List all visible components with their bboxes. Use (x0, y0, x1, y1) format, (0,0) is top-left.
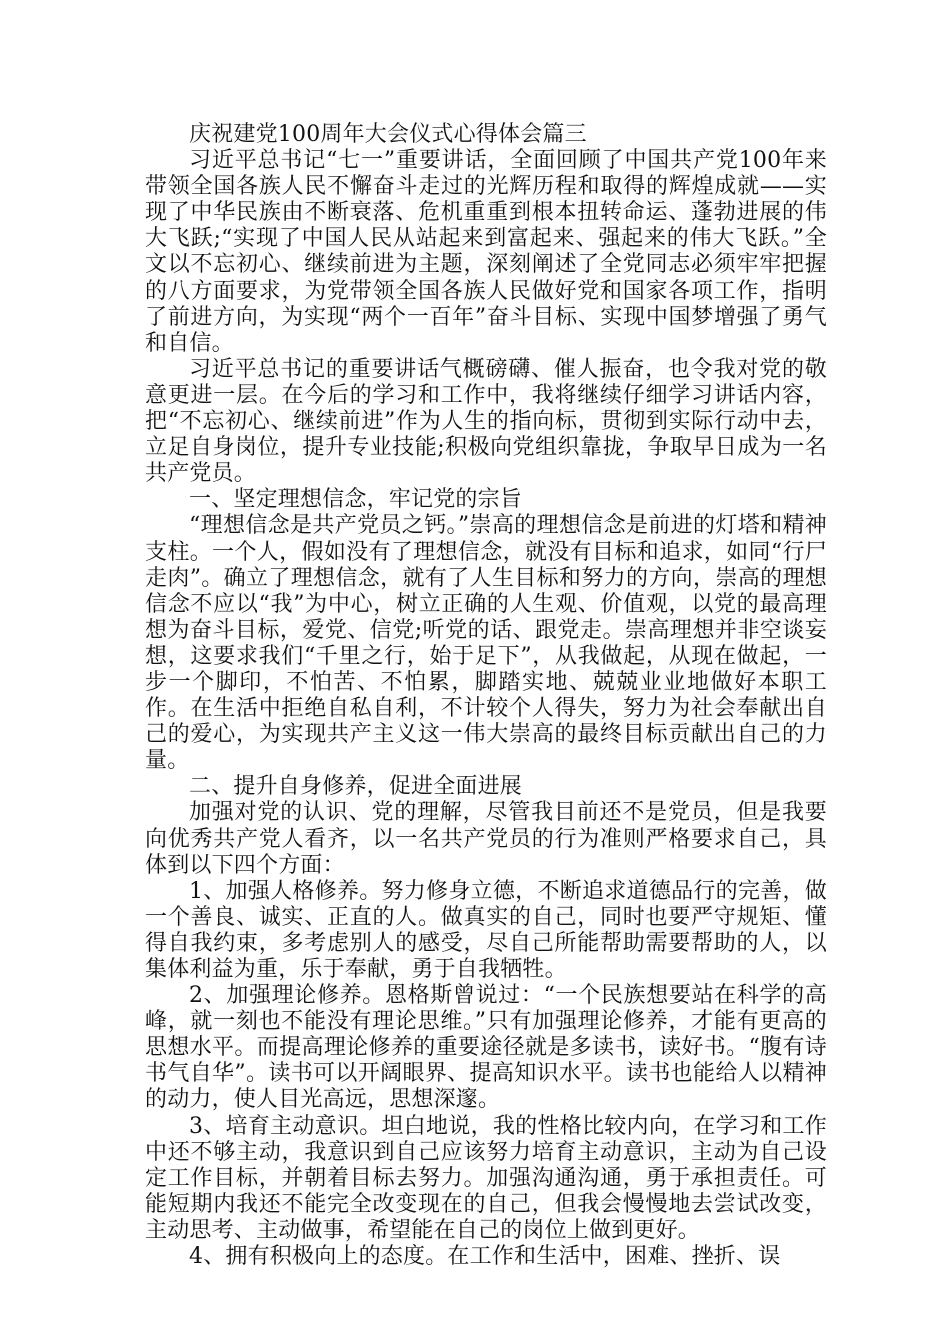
list-item: 4、拥有积极向上的态度。在工作和生活中，困难、挫折、误 (189, 1244, 781, 1270)
paragraph: 加强对党的认识、党的理解，尽管我目前还不是党员，但是我要向优秀共产党人看齐，以一名共产党员的行为准则严格要求自己，具体到以下四个方面： (145, 800, 827, 878)
paragraph: 习近平总书记的重要讲话气概磅礴、催人振奋，也令我对党的敬意更进一层。在今后的学习和工作中，我将继续仔细学习讲话内容，把“不忘初心、继续前进”作为人生的指向标，贯彻到实际行动中去，立足自身岗位，提升专业技能;积极向党组织靠拢，争取早日成为一名共产党员。 (145, 356, 827, 487)
list-item: 3、培育主动意识。坦白地说，我的性格比较内向，在学习和工作中还不够主动，我意识到自己应该努力培育主动意识，主动为自己设定工作目标，并朝着目标去努力。加强沟通沟通，勇于承担责任。可能短期内我还不能完全改变现在的自己，但我会慢慢地去尝试改变，主动思考、主动做事，希望能在自己的岗位上做到更好。 (145, 1113, 827, 1243)
document-body (145, 122, 827, 1270)
section-heading: 二、提升自身修养，促进全面进展 (189, 774, 523, 800)
list-item: 2、加强理论修养。恩格斯曾说过：“一个民族想要站在科学的高峰，就一刻也不能没有理论思维。”只有加强理论修养，才能有更高的思想水平。而提高理论修养的重要途径就是多读书，读好书。“腹有诗书气自华”。读书可以开阔眼界、提高知识水平。读书也能给人以精神的动力，使人目光高远，思想深邃。 (145, 983, 827, 1113)
paragraph: 习近平总书记“七一”重要讲话，全面回顾了中国共产党100年来带领全国各族人民不懈奋斗走过的光辉历程和取得的辉煌成就——实现了中华民族由不断衰落、危机重重到根本扭转命运、蓬勃进展的伟大飞跃;“实现了中国人民从站起来到富起来、强起来的伟大飞跃。”全文以不忘初心、继续前进为主题，深刻阐述了全党同志必须牢牢把握的八方面要求，为党带领全国各族人民做好党和国家各项工作，指明了前进方向，为实现“两个一百年”奋斗目标、实现中国梦增强了勇气和自信。 (145, 148, 827, 356)
document-title: 庆祝建党100周年大会仪式心得体会篇三 (189, 122, 587, 147)
section-heading: 一、坚定理想信念，牢记党的宗旨 (189, 487, 523, 513)
list-item: 1、加强人格修养。努力修身立德，不断追求道德品行的完善，做一个善良、诚实、正直的人。做真实的自己，同时也要严守规矩、懂得自我约束，多考虑别人的感受，尽自己所能帮助需要帮助的人，以集体利益为重，乐于奉献，勇于自我牺牲。 (145, 878, 827, 982)
paragraph: “理想信念是共产党员之钙。”崇高的理想信念是前进的灯塔和精神支柱。一个人，假如没有了理想信念，就没有目标和追求，如同“行尸走肉”。确立了理想信念，就有了人生目标和努力的方向，崇高的理想信念不应以“我”为中心，树立正确的人生观、价值观，以党的最高理想为奋斗目标，爱党、信党;听党的话、跟党走。崇高理想并非空谈妄想，这要求我们“千里之行，始于足下”，从我做起，从现在做起，一步一个脚印，不怕苦、不怕累，脚踏实地、兢兢业业地做好本职工作。在生活中拒绝自私自利，不计较个人得失，努力为社会奉献出自己的爱心，为实现共产主义这一伟大崇高的最终目标贡献出自己的力量。 (145, 513, 827, 774)
